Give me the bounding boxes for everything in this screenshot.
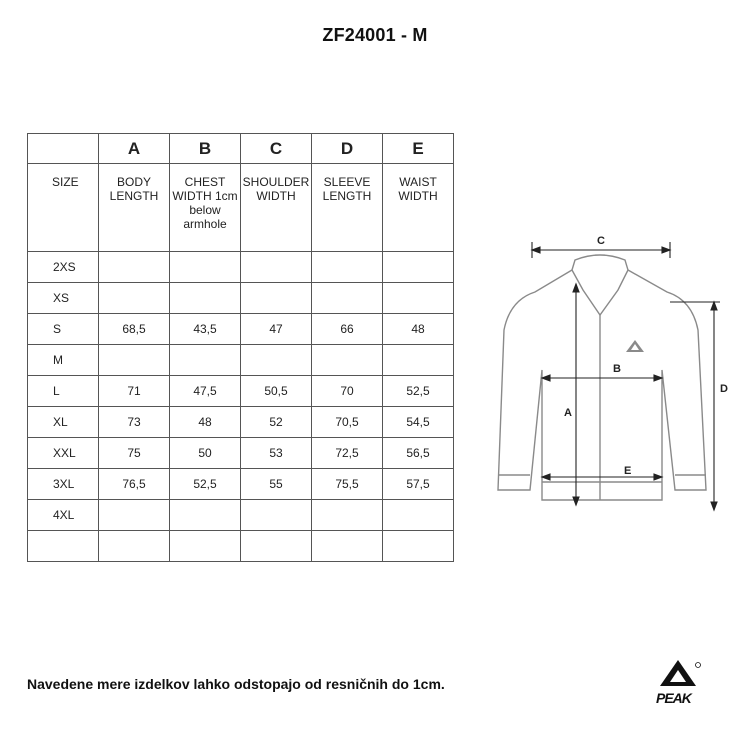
measurement-cell: 50,5 — [241, 376, 312, 407]
measurement-cell — [312, 500, 383, 531]
column-header: BODY LENGTH — [99, 164, 170, 252]
measurement-cell: 52 — [241, 407, 312, 438]
column-header: SLEEVE LENGTH — [312, 164, 383, 252]
size-cell: 3XL — [28, 469, 99, 500]
measurement-cell: 75,5 — [312, 469, 383, 500]
collar — [572, 255, 628, 315]
table-row — [28, 407, 454, 438]
column-header: SHOULDER WIDTH — [241, 164, 312, 252]
column-letter: B — [170, 134, 241, 164]
measurement-cell: 52,5 — [170, 469, 241, 500]
measurement-cell: 55 — [241, 469, 312, 500]
measurement-cell — [170, 500, 241, 531]
measurement-cell: 43,5 — [170, 314, 241, 345]
measurement-cell: 76,5 — [99, 469, 170, 500]
measurement-cell: 57,5 — [383, 469, 454, 500]
measurement-cell — [241, 531, 312, 562]
measurement-cell — [99, 345, 170, 376]
footnote: Navedene mere izdelkov lahko odstopajo od resničnih do 1cm. — [27, 676, 445, 692]
table-row — [28, 469, 454, 500]
table-row — [28, 252, 454, 283]
label-c: C — [597, 235, 605, 247]
measurement-cell — [312, 252, 383, 283]
measurement-cell: 54,5 — [383, 407, 454, 438]
table-row — [28, 438, 454, 469]
measurement-cell — [241, 283, 312, 314]
measurement-cell: 53 — [241, 438, 312, 469]
measurement-cell: 48 — [170, 407, 241, 438]
measurement-cell: 52,5 — [383, 376, 454, 407]
measurement-cell: 50 — [170, 438, 241, 469]
measurement-cell: 68,5 — [99, 314, 170, 345]
table-row — [28, 500, 454, 531]
size-table — [27, 133, 454, 562]
measurement-cell — [99, 252, 170, 283]
measurement-cell — [99, 500, 170, 531]
size-cell: XL — [28, 407, 99, 438]
measurement-cell: 72,5 — [312, 438, 383, 469]
page-title: ZF24001 - M — [322, 25, 428, 45]
column-header: CHEST WIDTH 1cm below armhole — [170, 164, 241, 252]
brand-wordmark: PEAK — [656, 690, 691, 706]
column-letter: C — [241, 134, 312, 164]
size-cell: XS — [28, 283, 99, 314]
measurement-cell — [170, 252, 241, 283]
measurement-cell — [241, 252, 312, 283]
column-header-row — [28, 164, 454, 252]
column-letter: A — [99, 134, 170, 164]
label-b: B — [613, 363, 621, 375]
measurement-cell — [170, 345, 241, 376]
table-row — [28, 314, 454, 345]
table-row — [28, 531, 454, 562]
measurement-cell: 56,5 — [383, 438, 454, 469]
measurement-cell: 75 — [99, 438, 170, 469]
measurement-cell: 47 — [241, 314, 312, 345]
table-row — [28, 283, 454, 314]
measurement-cell — [312, 283, 383, 314]
table-row — [28, 376, 454, 407]
column-header: SIZE — [28, 164, 99, 252]
size-cell: XXL — [28, 438, 99, 469]
column-letter — [28, 134, 99, 164]
measurement-cell — [383, 252, 454, 283]
measurement-cell — [383, 283, 454, 314]
measurement-cell — [241, 345, 312, 376]
measurement-cell: 70,5 — [312, 407, 383, 438]
size-cell: M — [28, 345, 99, 376]
measurement-cell — [312, 345, 383, 376]
measurement-cell — [312, 531, 383, 562]
column-letter: D — [312, 134, 383, 164]
label-a: A — [564, 407, 572, 419]
measurement-cell: 70 — [312, 376, 383, 407]
jacket-diagram — [480, 220, 730, 520]
measurement-cell: 73 — [99, 407, 170, 438]
jacket-outline — [498, 270, 706, 500]
measurement-cell — [383, 345, 454, 376]
measurement-cell: 71 — [99, 376, 170, 407]
column-header: WAIST WIDTH — [383, 164, 454, 252]
measurement-cell — [383, 531, 454, 562]
measurement-cell — [241, 500, 312, 531]
column-letter: E — [383, 134, 454, 164]
label-d: D — [720, 383, 728, 395]
size-cell: 2XS — [28, 252, 99, 283]
measurement-cell: 66 — [312, 314, 383, 345]
measurement-cell — [99, 283, 170, 314]
size-cell: L — [28, 376, 99, 407]
size-cell — [28, 531, 99, 562]
label-e: E — [624, 465, 632, 477]
size-cell: S — [28, 314, 99, 345]
measurement-cell: 47,5 — [170, 376, 241, 407]
table-row — [28, 345, 454, 376]
measurement-cell — [99, 531, 170, 562]
column-letter-row — [28, 134, 454, 164]
measurement-cell: 48 — [383, 314, 454, 345]
size-cell: 4XL — [28, 500, 99, 531]
measurement-cell — [170, 283, 241, 314]
measurement-cell — [383, 500, 454, 531]
measurement-cell — [170, 531, 241, 562]
